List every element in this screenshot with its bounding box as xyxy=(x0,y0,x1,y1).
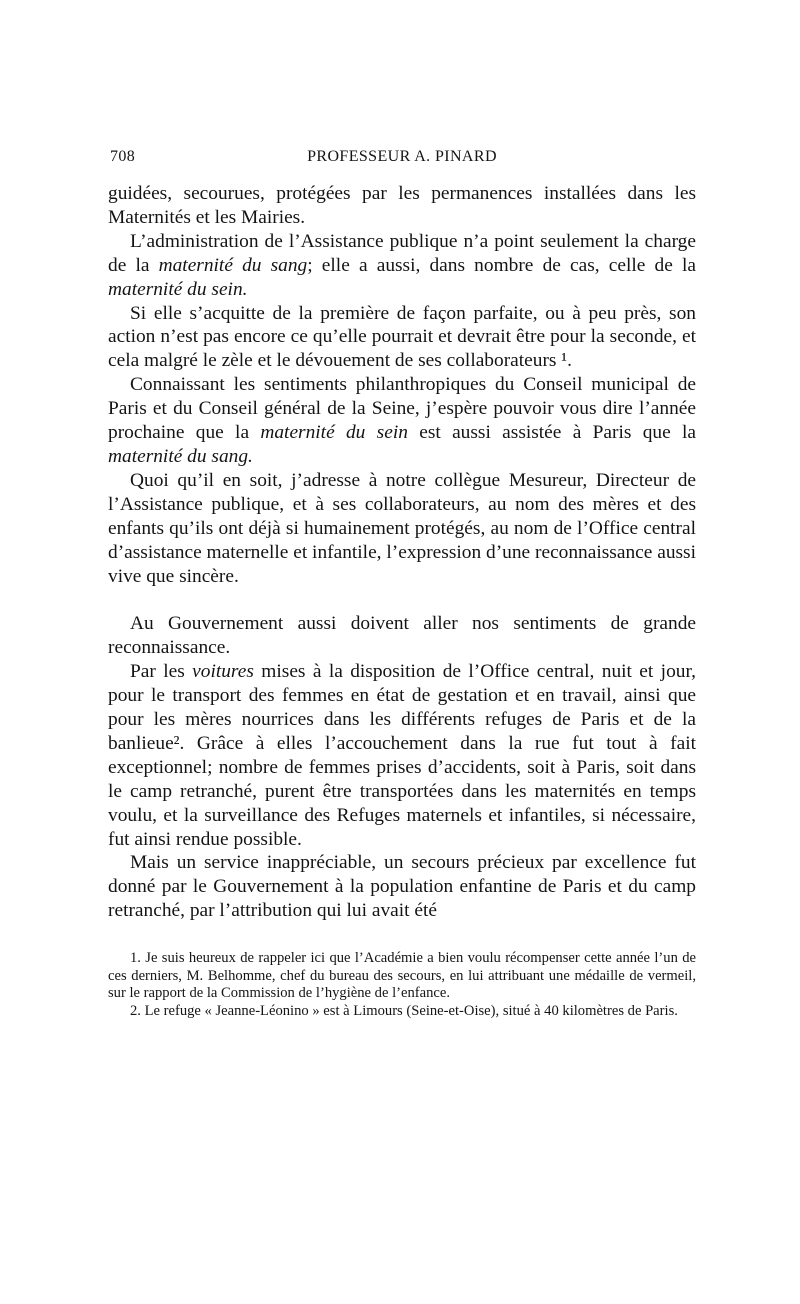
paragraph-6: Au Gouvernement aussi doivent aller nos sentiments de grande reconnaissance. xyxy=(108,613,696,659)
paragraph-2 xyxy=(108,230,696,302)
page-number: 708 xyxy=(110,148,136,165)
paragraph-7-part-b: mises à la disposition de l’Office central, nuit et jour, pour le transport des femmes en état de gestation et en travail, ainsi que pour les mères nourrices dans les différents refuges de Paris et de la banlieue². Grâce à elles l’accouchement dans la rue fut tout à fait exceptionnel; nombre de femmes prises d’accidents, soit à Paris, soit dans le camp retranché, purent être transportées dans les maternités en temps voulu, et la surveillance des Refuges maternels et infantiles, si nécessaire, fut ainsi rendue possible. xyxy=(108,661,696,850)
paragraph-2-part-b: ; elle a aussi, dans nombre de cas, celle de la xyxy=(307,254,696,276)
book-page xyxy=(108,148,696,1021)
paragraph-8: Mais un service inappréciable, un secours précieux par excellence fut donné par le Gouvernement à la population enfantine de Paris et du camp retranché, par l’attribution qui lui avait été xyxy=(108,852,696,922)
body-text xyxy=(108,182,696,923)
paragraph-7-italic: voitures xyxy=(192,661,254,683)
paragraph-2-part-a: L’administration de l’Assistance publique n’a point seulement la charge de la xyxy=(108,230,696,276)
paragraph-4 xyxy=(108,373,696,469)
paragraph-4-part-a: Connaissant les sentiments philanthropiques du Conseil municipal de Paris et du Conseil général de la Seine, j’espère pouvoir vous dire l’année prochaine que la xyxy=(108,374,696,444)
paragraph-5: Quoi qu’il en soit, j’adresse à notre collègue Mesureur, Directeur de l’Assistance publique, et à ses collaborateurs, au nom des mères et des enfants qu’ils ont déjà si humainement protégés, au nom de l’Office central d’assistance maternelle et infantile, l’expression d’une reconnaissance aussi vive que sincère. xyxy=(108,469,696,587)
footnote-1: 1. Je suis heureux de rappeler ici que l’Académie a bien voulu récompenser cette année l’un de ces derniers, M. Belhomme, chef du bureau des secours, en lui attribuant une médaille de vermeil, sur le rapport de la Commission de l’hygiène de l’enfance. xyxy=(108,950,696,1002)
paragraph-4-part-b: est aussi assistée à Paris que la xyxy=(407,422,696,444)
paragraph-2-italic-2: maternité du sein. xyxy=(108,278,248,300)
footnotes xyxy=(108,950,696,1020)
paragraph-7-part-a: Par les xyxy=(130,661,193,683)
paragraph-1: guidées, secourues, protégées par les permanences installées dans les Maternités et les Mairies. xyxy=(108,183,696,228)
page-header xyxy=(108,148,696,170)
footnote-2: 2. Le refuge « Jeanne-Léonino » est à Limours (Seine-et-Oise), situé à 40 kilomètres de Paris. xyxy=(130,1002,678,1019)
paragraph-4-italic-1: maternité du sein xyxy=(260,422,408,444)
paragraph-3: Si elle s’acquitte de la première de façon parfaite, ou à peu près, son action n’est pas encore ce qu’elle pourrait et devrait être pour la seconde, et cela malgré le zèle et le dévouement de ses collaborateurs ¹. xyxy=(108,302,696,372)
paragraph-7 xyxy=(108,660,696,851)
running-title: PROFESSEUR A. PINARD xyxy=(307,148,497,165)
paragraph-4-italic-2: maternité du sang. xyxy=(108,445,253,467)
paragraph-2-italic-1: maternité du sang xyxy=(158,254,308,276)
